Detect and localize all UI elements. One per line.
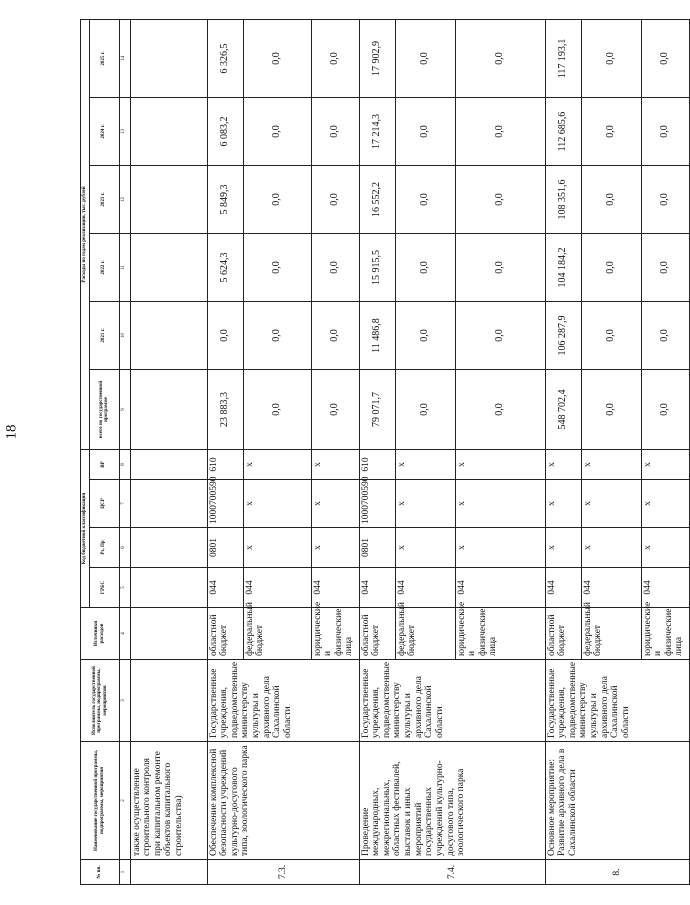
col-source-header: Источники расходов bbox=[81, 608, 120, 660]
cell-csr: x bbox=[641, 480, 689, 528]
col-executor-header: Исполнитель государственной программы, подпрограммы, мероприятия bbox=[81, 660, 120, 742]
cell-y2024: 0,0 bbox=[311, 98, 359, 166]
cell-total: 0,0 bbox=[243, 370, 311, 450]
cell-source: федеральный бюджет bbox=[581, 608, 641, 660]
cell-y2023: 5 849,3 bbox=[207, 166, 243, 234]
cell-grbs: 044 bbox=[545, 568, 581, 608]
item-executor: Государственные учреждения, подведомственные министерству культуры и архивного дела Сахалинской области bbox=[207, 660, 359, 742]
column-number: 12 bbox=[119, 166, 130, 234]
grbs-header: ГРБС bbox=[89, 568, 119, 608]
expenses-header: Расходы по годам реализации, тыс. рублей bbox=[81, 19, 90, 449]
column-number: 14 bbox=[119, 19, 130, 97]
column-number: 10 bbox=[119, 302, 130, 370]
cell-y2021: 0,0 bbox=[311, 302, 359, 370]
cell-y2022: 0,0 bbox=[455, 234, 545, 302]
year-2022-header: 2022 г. bbox=[89, 234, 119, 302]
cell-y2023: 0,0 bbox=[455, 166, 545, 234]
item-number: 7.4. bbox=[359, 860, 545, 885]
cell-csr: x bbox=[311, 480, 359, 528]
column-numbers-row bbox=[119, 19, 130, 884]
cell-y2022: 0,0 bbox=[243, 234, 311, 302]
cell-grbs: 044 bbox=[455, 568, 545, 608]
cell-y2024: 17 214,3 bbox=[359, 98, 395, 166]
cell-y2023: 0,0 bbox=[395, 166, 455, 234]
cell-rzpr: 0801 bbox=[207, 528, 243, 568]
program-table bbox=[80, 19, 690, 885]
cell-y2025: 0,0 bbox=[581, 19, 641, 97]
cell-csr: x bbox=[581, 480, 641, 528]
cell-source: областной бюджет bbox=[359, 608, 395, 660]
cell-y2021: 11 486,8 bbox=[359, 302, 395, 370]
cell-total: 0,0 bbox=[311, 370, 359, 450]
cell-rzpr: 0801 bbox=[359, 528, 395, 568]
column-number: 5 bbox=[119, 568, 130, 608]
page-number: 18 bbox=[3, 424, 20, 440]
item-name: Проведение международных, межрегиональных, областных фестивалей, выставок и иных мероприятий государственных учреждений культурно-досугового типа, зоологического парка bbox=[359, 742, 545, 860]
item-number: 8. bbox=[545, 860, 689, 885]
cell-y2023: 0,0 bbox=[641, 166, 689, 234]
cell-y2021: 0,0 bbox=[455, 302, 545, 370]
cell-y2025: 17 902,9 bbox=[359, 19, 395, 97]
cell-rzpr: x bbox=[545, 528, 581, 568]
cell-y2021: 0,0 bbox=[207, 302, 243, 370]
total-header: всего по государственной программе bbox=[89, 370, 119, 450]
cell-rzpr: x bbox=[243, 528, 311, 568]
cell-y2024: 112 685,6 bbox=[545, 98, 581, 166]
cell-grbs: 044 bbox=[359, 568, 395, 608]
column-number: 11 bbox=[119, 234, 130, 302]
cell-rzpr: x bbox=[581, 528, 641, 568]
cell-grbs: 044 bbox=[395, 568, 455, 608]
cell-y2021: 106 287,9 bbox=[545, 302, 581, 370]
cell-csr: x bbox=[545, 480, 581, 528]
cell-grbs: 044 bbox=[311, 568, 359, 608]
cell-rzpr: x bbox=[641, 528, 689, 568]
cell-csr: x bbox=[243, 480, 311, 528]
cell-y2025: 0,0 bbox=[641, 19, 689, 97]
item-executor: Государственные учреждения, подведомственные министерству культуры и архивного дела Сахалинской области bbox=[545, 660, 689, 742]
cell-vr: 610 bbox=[207, 450, 243, 480]
cell-vr: x bbox=[311, 450, 359, 480]
cell-y2021: 0,0 bbox=[243, 302, 311, 370]
table-row bbox=[545, 19, 581, 884]
cell-vr: 610 bbox=[359, 450, 395, 480]
cell-y2021: 0,0 bbox=[395, 302, 455, 370]
item-number: 7.3. bbox=[207, 860, 359, 885]
cell-y2021: 0,0 bbox=[641, 302, 689, 370]
cell-vr: x bbox=[243, 450, 311, 480]
cell-y2024: 0,0 bbox=[641, 98, 689, 166]
cell-total: 79 071,7 bbox=[359, 370, 395, 450]
cell-y2022: 0,0 bbox=[641, 234, 689, 302]
cell-total: 548 702,4 bbox=[545, 370, 581, 450]
year-2025-header: 2025 г. bbox=[89, 19, 119, 97]
vr-header: ВР bbox=[89, 450, 119, 480]
cell-y2023: 0,0 bbox=[243, 166, 311, 234]
cell-vr: x bbox=[395, 450, 455, 480]
cell-total: 23 883,3 bbox=[207, 370, 243, 450]
item-name: Основное мероприятие: Развитие архивного дела в Сахалинской области bbox=[545, 742, 689, 860]
cell-source: федеральный бюджет bbox=[395, 608, 455, 660]
budget-classification-header: Код бюджетной классификации bbox=[81, 450, 90, 608]
cell-y2025: 0,0 bbox=[243, 19, 311, 97]
cell-rzpr: x bbox=[455, 528, 545, 568]
column-number: 1 bbox=[119, 860, 130, 885]
cell-grbs: 044 bbox=[207, 568, 243, 608]
cell-y2024: 0,0 bbox=[581, 98, 641, 166]
cell-y2024: 0,0 bbox=[395, 98, 455, 166]
table-body bbox=[119, 19, 689, 884]
table-row bbox=[359, 19, 395, 884]
cell-grbs: 044 bbox=[641, 568, 689, 608]
cell-source: юридические и физические лица bbox=[311, 608, 359, 660]
column-number: 13 bbox=[119, 98, 130, 166]
cell-y2024: 0,0 bbox=[455, 98, 545, 166]
column-number: 3 bbox=[119, 660, 130, 742]
column-number: 6 bbox=[119, 528, 130, 568]
cell-csr: 1000700590 bbox=[359, 480, 395, 528]
column-number: 2 bbox=[119, 742, 130, 860]
continuation-text: также осуществление строительного контроля при капитальном ремонте объектов капитального строительства) bbox=[130, 742, 207, 860]
cell-source: федеральный бюджет bbox=[243, 608, 311, 660]
cell-source: юридические и физические лица bbox=[455, 608, 545, 660]
column-number: 8 bbox=[119, 450, 130, 480]
cell-total: 0,0 bbox=[455, 370, 545, 450]
cell-y2023: 0,0 bbox=[311, 166, 359, 234]
cell-y2022: 5 624,3 bbox=[207, 234, 243, 302]
cell-y2025: 0,0 bbox=[311, 19, 359, 97]
cell-vr: x bbox=[641, 450, 689, 480]
cell-y2025: 117 193,1 bbox=[545, 19, 581, 97]
continuation-row bbox=[130, 19, 207, 884]
cell-csr: x bbox=[395, 480, 455, 528]
cell-grbs: 044 bbox=[243, 568, 311, 608]
column-number: 7 bbox=[119, 480, 130, 528]
cell-source: областной бюджет bbox=[207, 608, 243, 660]
cell-y2022: 0,0 bbox=[311, 234, 359, 302]
cell-y2024: 0,0 bbox=[243, 98, 311, 166]
cell-source: юридические и физические лица bbox=[641, 608, 689, 660]
col-name-header: Наименование государственной программы, подпрограммы, мероприятия bbox=[81, 742, 120, 860]
cell-y2021: 0,0 bbox=[581, 302, 641, 370]
cell-y2025: 0,0 bbox=[455, 19, 545, 97]
year-2023-header: 2023 г. bbox=[89, 166, 119, 234]
cell-rzpr: x bbox=[395, 528, 455, 568]
cell-y2022: 15 915,5 bbox=[359, 234, 395, 302]
cell-y2022: 104 184,2 bbox=[545, 234, 581, 302]
cell-y2023: 108 351,6 bbox=[545, 166, 581, 234]
cell-total: 0,0 bbox=[581, 370, 641, 450]
item-name: Обеспечение комплексной безопасности учреждений культурно-досугового типа, зоологического парка bbox=[207, 742, 359, 860]
cell-y2023: 16 552,2 bbox=[359, 166, 395, 234]
cell-y2022: 0,0 bbox=[395, 234, 455, 302]
cell-y2024: 6 083,2 bbox=[207, 98, 243, 166]
cell-y2025: 0,0 bbox=[395, 19, 455, 97]
rotated-page bbox=[80, 20, 685, 885]
column-number: 4 bbox=[119, 608, 130, 660]
table-header bbox=[81, 19, 120, 884]
year-2021-header: 2021 г. bbox=[89, 302, 119, 370]
cell-csr: x bbox=[455, 480, 545, 528]
table-row bbox=[207, 19, 243, 884]
cell-total: 0,0 bbox=[641, 370, 689, 450]
cell-rzpr: x bbox=[311, 528, 359, 568]
cell-y2023: 0,0 bbox=[581, 166, 641, 234]
cell-y2025: 6 326,5 bbox=[207, 19, 243, 97]
rzpr-header: Рз, Пр bbox=[89, 528, 119, 568]
cell-y2022: 0,0 bbox=[581, 234, 641, 302]
cell-vr: x bbox=[581, 450, 641, 480]
year-2024-header: 2024 г. bbox=[89, 98, 119, 166]
item-executor: Государственные учреждения, подведомственные министерству культуры и архивного дела Сахалинской области bbox=[359, 660, 545, 742]
cell-source: областной бюджет bbox=[545, 608, 581, 660]
csr-header: ЦСР bbox=[89, 480, 119, 528]
cell-vr: x bbox=[545, 450, 581, 480]
column-number: 9 bbox=[119, 370, 130, 450]
cell-grbs: 044 bbox=[581, 568, 641, 608]
col-num-header: № пп. bbox=[81, 860, 120, 885]
cell-vr: x bbox=[455, 450, 545, 480]
cell-total: 0,0 bbox=[395, 370, 455, 450]
cell-csr: 1000700590 bbox=[207, 480, 243, 528]
